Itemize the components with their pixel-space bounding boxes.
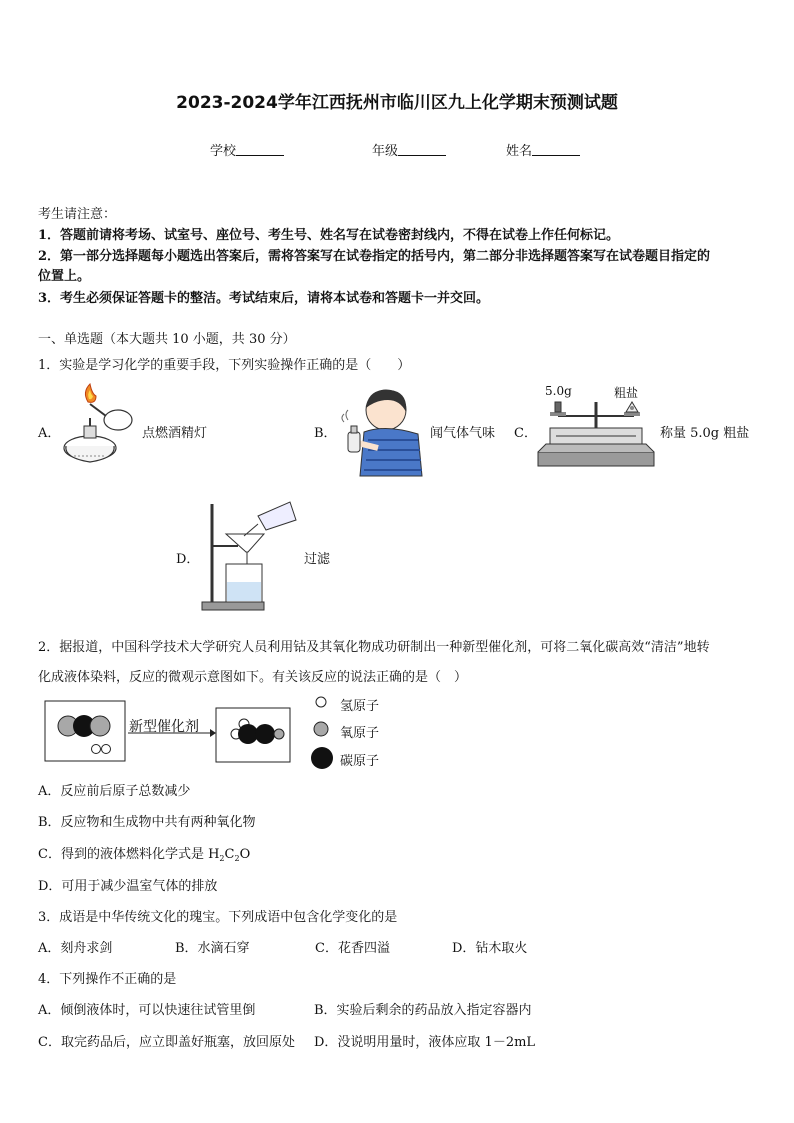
q3-option-a: A．刻舟求剑 bbox=[38, 941, 113, 956]
oxygen-atom bbox=[274, 729, 284, 739]
q3-option-d: D．钻木取火 bbox=[452, 941, 528, 956]
q2-stem-line-1: 2．据报道，中国科学技术大学研究人员利用钴及其氧化物成功研制出一种新型催化剂，可将二氧化碳高效“清洁”地转 bbox=[38, 640, 710, 655]
q4-option-a: A．倾倒液体时，可以快速往试管里倒 bbox=[38, 1003, 256, 1018]
legend-oxygen: 氧原子 bbox=[340, 726, 380, 741]
notice-item-2-cont: 位置上。 bbox=[38, 269, 91, 284]
balance-scale-illustration bbox=[536, 396, 656, 468]
name-label: 姓名 bbox=[506, 144, 533, 159]
carbon-atom bbox=[255, 724, 275, 744]
q2-option-b: B．反应物和生成物中共有两种氧化物 bbox=[38, 815, 256, 830]
q4-stem: 4．下列操作不正确的是 bbox=[38, 972, 177, 987]
name-field bbox=[506, 140, 580, 159]
catalyst-label: 新型催化剂 bbox=[129, 719, 199, 735]
legend-hydrogen: 氢原子 bbox=[340, 699, 380, 714]
filtration-apparatus-illustration bbox=[198, 494, 302, 612]
balance-left-label: 5.0g bbox=[545, 384, 572, 398]
q3-option-b: B．水滴石穿 bbox=[175, 941, 250, 956]
q2-option-c-sub-1: 2 bbox=[219, 854, 225, 863]
q1-option-c-text: 称量 5.0g 粗盐 bbox=[660, 426, 750, 441]
school-label: 学校 bbox=[210, 144, 237, 159]
grade-blank bbox=[398, 143, 446, 156]
q2-option-c-text: C．得到的液体燃料化学式是 H bbox=[38, 847, 220, 862]
q4-option-b: B．实验后剩余的药品放入指定容器内 bbox=[314, 1003, 532, 1018]
q3-stem: 3．成语是中华传统文化的瑰宝。下列成语中包含化学变化的是 bbox=[38, 910, 398, 925]
notice-heading: 考生请注意： bbox=[38, 207, 117, 222]
school-field bbox=[210, 140, 284, 159]
oxygen-legend-marker bbox=[314, 722, 328, 736]
hydrogen-legend-marker bbox=[316, 697, 326, 707]
carbon-legend-marker bbox=[311, 747, 333, 769]
section-heading: 一、单选题（本大题共 10 小题，共 30 分） bbox=[38, 332, 296, 347]
q2-option-c-sub-2: 2 bbox=[234, 854, 240, 863]
q1-option-a-letter: A． bbox=[38, 426, 61, 441]
oxygen-atom bbox=[90, 716, 110, 736]
q2-option-c bbox=[38, 843, 250, 863]
q1-option-b-text: 闻气体气味 bbox=[430, 426, 496, 441]
q2-option-c-mid: C bbox=[224, 847, 235, 862]
name-blank bbox=[532, 143, 580, 156]
q2-option-d: D．可用于减少温室气体的排放 bbox=[38, 879, 218, 894]
q1-option-b-letter: B． bbox=[314, 426, 337, 441]
legend-carbon: 碳原子 bbox=[340, 754, 380, 769]
smelling-gas-illustration bbox=[338, 382, 428, 477]
q4-option-d: D．没说明用量时，液体应取 1－2mL bbox=[314, 1035, 536, 1050]
q4-option-c: C．取完药品后，应立即盖好瓶塞，放回原处 bbox=[38, 1035, 295, 1050]
school-blank bbox=[236, 143, 284, 156]
q2-option-c-end: O bbox=[239, 847, 251, 862]
notice-item-2: 2．第一部分选择题每小题选出答案后，需将答案写在试卷指定的括号内，第二部分非选择题答案写在试卷题目指定的 bbox=[38, 249, 711, 264]
q2-option-a: A．反应前后原子总数减少 bbox=[38, 784, 191, 799]
page-title: 2023-2024学年江西抚州市临川区九上化学期末预测试题 bbox=[176, 93, 618, 113]
alcohol-lamp-lighting-illustration bbox=[60, 382, 140, 472]
hydrogen-atom bbox=[92, 745, 101, 754]
grade-field bbox=[372, 140, 446, 159]
q1-option-c-letter: C． bbox=[514, 426, 537, 441]
q1-option-d-letter: D． bbox=[176, 552, 200, 567]
notice-item-3: 3．考生必须保证答题卡的整洁。考试结束后，请将本试卷和答题卡一并交回。 bbox=[38, 291, 490, 306]
q1-option-a-text: 点燃酒精灯 bbox=[142, 426, 208, 441]
atom-legend-markers bbox=[308, 694, 338, 770]
hydrogen-atom bbox=[102, 745, 111, 754]
q1-option-d-text: 过滤 bbox=[304, 552, 331, 567]
q3-option-c: C．花香四溢 bbox=[315, 941, 390, 956]
q2-stem-line-2: 化成液体染料，反应的微观示意图如下。有关该反应的说法正确的是（ ） bbox=[38, 670, 468, 685]
grade-label: 年级 bbox=[372, 144, 399, 159]
balance-right-label: 粗盐 bbox=[614, 386, 639, 400]
q1-stem: 1．实验是学习化学的重要手段，下列实验操作正确的是（ ） bbox=[38, 358, 411, 373]
notice-item-1: 1．答题前请将考场、试室号、座位号、考生号、姓名写在试卷密封线内，不得在试卷上作任何标记。 bbox=[38, 228, 620, 243]
